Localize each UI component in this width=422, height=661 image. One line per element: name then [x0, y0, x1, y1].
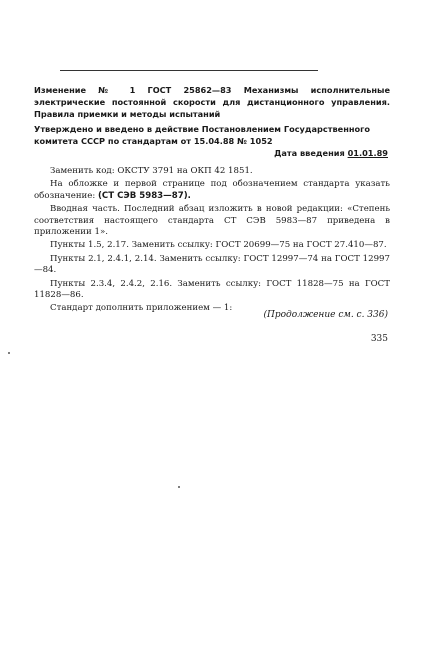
paragraph-items-1: Пункты 1.5, 2.17. Заменить ссылку: ГОСТ 20699—75 на ГОСТ 27.410—87.	[50, 240, 387, 251]
intro-date-value: 01.01.89	[347, 148, 388, 158]
paragraph-items-2: Пункты 2.1, 2.4.1, 2.14. Заменить ссылку: ГОСТ 12997—74 на ГОСТ 12997—84.	[34, 253, 390, 276]
paragraph-cover	[34, 179, 390, 202]
paragraph-cover-designation: (СТ СЭВ 5983—87).	[98, 190, 191, 201]
paragraph-code: Заменить код: ОКСТУ 3791 на ОКП 42 1851.	[50, 166, 253, 176]
scan-speck	[8, 352, 10, 354]
paragraph-cover-text: На обложке и первой странице под обозначением стандарта указать обозначение:	[34, 179, 390, 201]
top-rule	[60, 70, 318, 71]
body-text	[34, 166, 390, 317]
amendment-heading: Изменение № 1 ГОСТ 25862—83 Механизмы исполнительные электрические постоянной скорости для дистанционного управления. Правила приемки и методы испытаний	[34, 85, 390, 119]
paragraph-intro: Вводная часть. Последний абзац изложить в новой редакции: «Степень соответствия настоящего стандарта СТ СЭВ 5983—87 приведена в приложении 1».	[34, 204, 390, 238]
intro-date-label: Дата введения	[274, 148, 345, 158]
paragraph-items-3: Пункты 2.3.4, 2.4.2, 2.16. Заменить ссылку: ГОСТ 11828—75 на ГОСТ 11828—86.	[34, 278, 390, 301]
approval-statement: Утверждено и введено в действие Постановлением Государственного комитета СССР по стандартам от 15.04.88 № 1052	[34, 124, 371, 146]
scan-speck	[178, 486, 180, 488]
continued-note: (Продолжение см. с. 336)	[263, 310, 388, 320]
page-number: 335	[370, 334, 388, 344]
introduction-date	[274, 147, 388, 159]
paragraph-appendix: Стандарт дополнить приложением — 1:	[50, 303, 233, 314]
